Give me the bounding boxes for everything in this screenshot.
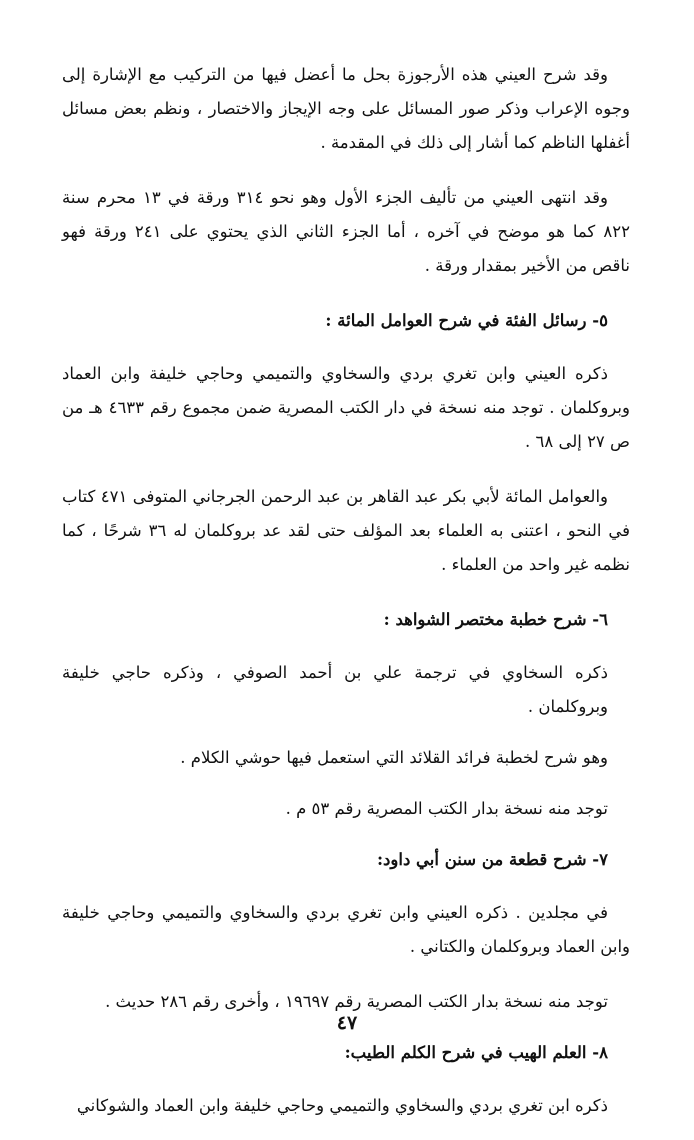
paragraph-text: ذكره العيني وابن تغري بردي والسخاوي والتميمي وحاجي خليفة وابن العماد وبروكلمان . توجد منه نسخة في دار الكتب المصرية ضمن مجموع رقم ٤٦٣٣ هـ من ص ٢٧ إلى ٦٨ . [62, 364, 630, 451]
line-manuscript-19697: توجد منه نسخة بدار الكتب المصرية رقم ١٩٦٩٧ ، وأخرى رقم ٢٨٦ حديث . [105, 992, 608, 1011]
paragraph-mentions-5 [62, 357, 630, 459]
line-mentions-8: ذكره ابن تغري بردي والسخاوي والتميمي وحاجي خليفة وابن العماد والشوكاني [76, 1096, 608, 1115]
paragraph-completion-date [62, 181, 630, 283]
line-sakhawi-mention: ذكره السخاوي في ترجمة علي بن أحمد الصوفي ، وذكره حاجي خليفة وبروكلمان . [62, 663, 608, 716]
paragraph-text: وقد انتهى العيني من تأليف الجزء الأول وهو نحو ٣١٤ ورقة في ١٣ محرم سنة ٨٢٢ كما هو موضح في آخره ، أما الجزء الثاني الذي يحتوي على ٢٤١ ورقة فهو ناقص من الأخير بمقدار ورقة . [62, 188, 630, 275]
paragraph-aini-commentary [62, 58, 630, 160]
paragraph-text: والعوامل المائة لأبي بكر عبد القاهر بن عبد الرحمن الجرجاني المتوفى ٤٧١ كتاب في النحو ، اعتنى به العلماء بعد المؤلف حتى لقد عد بروكلمان له ٣٦ شرحًا ، كما نظمه غير واحد من العلماء . [62, 487, 631, 574]
line-khutba-description: وهو شرح لخطبة فرائد القلائد التي استعمل فيها حوشي الكلام . [180, 748, 608, 767]
paragraph-awamil [62, 480, 630, 582]
section-heading-8: ٨- العلم الهيب في شرح الكلم الطيب: [344, 1043, 608, 1062]
paragraph-two-volumes [62, 896, 630, 964]
section-heading-5: ٥- رسائل الفئة في شرح العوامل المائة : [325, 311, 608, 330]
paragraph-text: في مجلدين . ذكره العيني وابن تغري بردي والسخاوي والتميمي وحاجي خليفة وابن العماد وبروكلمان والكتاني . [62, 903, 630, 956]
line-manuscript-53: توجد منه نسخة بدار الكتب المصرية رقم ٥٣ م . [285, 799, 608, 818]
section-heading-6: ٦- شرح خطبة مختصر الشواهد : [383, 610, 608, 629]
page-number: ٤٧ [336, 1012, 358, 1034]
section-heading-7: ٧- شرح قطعة من سنن أبي داود: [376, 850, 608, 869]
document-page [62, 58, 630, 1140]
paragraph-text: وقد شرح العيني هذه الأرجوزة بحل ما أعضل فيها من التركيب مع الإشارة إلى وجوه الإعراب وذكر صور المسائل على وجه الإيجاز والاختصار ، ونظم بعض مسائل أغفلها الناظم كما أشار إلى ذلك في المقدمة . [62, 65, 630, 152]
